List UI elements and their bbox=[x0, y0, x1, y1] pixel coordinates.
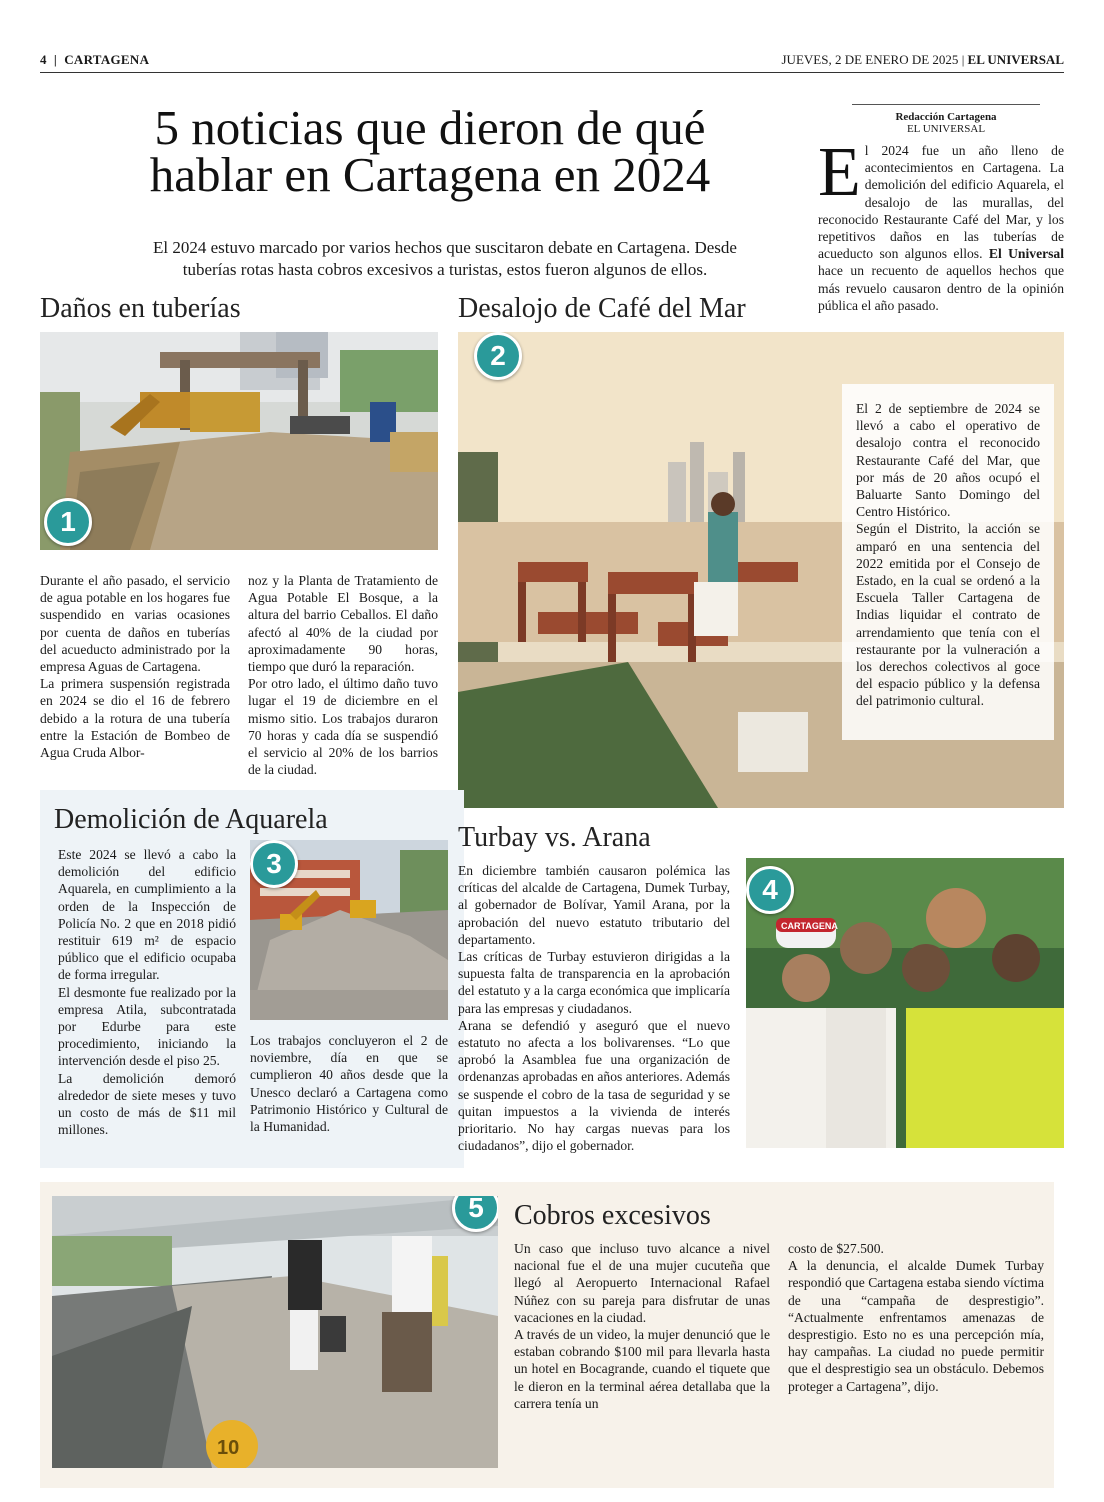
page-number: 4 bbox=[40, 52, 47, 67]
photo-aquarela-demolition bbox=[250, 840, 448, 1020]
pipeline-scene bbox=[40, 332, 438, 550]
issue-date: JUEVES, 2 DE ENERO DE 2025 bbox=[781, 52, 959, 67]
airport-scene bbox=[52, 1196, 498, 1468]
page-section-label: 4 | CARTAGENA bbox=[40, 52, 150, 67]
badge-3: 3 bbox=[250, 840, 298, 888]
byline-outlet: EL UNIVERSAL bbox=[906, 123, 986, 135]
cap-label: CARTAGENA bbox=[781, 921, 838, 931]
cafe-del-mar-text-box: El 2 de septiembre de 2024 se llevó a cabo el operativo de desalojo contra el reconocido Restaurante Café del Mar, que por más de 20 años ocupó el Baluarte Santo Domingo del Centro Histórico. Según el Distrito, la acción se amparó en una sentencia del 2022 emitida por el Consejo de Estado, en la cual se ordenó a la Escuela Taller Cartagena de Indias liquidar el contrato de arrendamiento que tenía con el restaurante por la vulneración a los derechos colectivos al goce del espacio público y la defensa del patrimonio cultural. bbox=[842, 384, 1054, 740]
byline-author: Redacción Cartagena bbox=[895, 111, 997, 123]
page-dateline: JUEVES, 2 DE ENERO DE 2025 | EL UNIVERSAL bbox=[781, 52, 1064, 67]
cobros-col2: costo de $27.500. A la denuncia, el alcalde Dumek Turbay respondió que Cartagena estaba siendo víctima de una “campaña de desprestigio”. “Actualmente enfrentamos amenazas de desprestigio. Esto no es una percepción mía, hay campañas. La ciudad no puede permitir que el desprestigio sea un obstáculo. Debemos proteger a Cartagena”, dijo. bbox=[788, 1241, 1044, 1394]
badge-1: 1 bbox=[44, 498, 92, 546]
photo-pipeline-works bbox=[40, 332, 438, 550]
intro-bold: El Universal bbox=[988, 246, 1064, 262]
officials-scene bbox=[746, 858, 1064, 1148]
turbay-text: En diciembre también causaron polémica las críticas del alcalde de Cartagena, Dumek Turbay, al gobernador de Bolívar, Yamil Arana, por la aprobación del nuevo estatuto tributario del departamento. Las críticas de Turbay estuvieron dirigidas a la supuesta falta de transparencia en la aprobación del estatuto y a la carga económica que implicaría para las empresas y ciudadanos. Arana se defendió y aseguró que el nuevo estatuto no afecta a los bolivarenses. “Lo que aprobó la Asamblea fue una organización de ordenanzas aprobadas en años anteriores. Además se suspende el cobro de la tasa de seguridad y se quitan impuestos a la vivienda de interés prioritario. No hay cargas nuevas para los ciudadanos”, dijo el gobernador. bbox=[458, 863, 730, 1154]
newspaper-name: EL UNIVERSAL bbox=[967, 52, 1064, 67]
article-deck: El 2024 estuvo marcado por varios hechos que suscitaron debate en Cartagena. Desde tuberías rotas hasta cobros excesivos a turistas, estos fueron algunos de ellos. bbox=[153, 238, 737, 279]
byline-rule bbox=[852, 104, 1040, 105]
byline bbox=[852, 111, 1040, 135]
tuberias-col2: noz y la Planta de Tratamiento de Agua Potable El Bosque, a la altura del barrio Ceballos. El daño afectó al 40% de la ciudad por aproximadamente 90 horas, tiempo que duró la reparación. Por otro lado, el último daño tuvo lugar el 19 de diciembre en el mismo sitio. Los trabajos duraron 70 horas y cada día se suspendió el servicio al 20% de los barrios de la ciudad. bbox=[248, 573, 438, 778]
badge-4: 4 bbox=[746, 866, 794, 914]
section-heading-cobros: Cobros excesivos bbox=[514, 1200, 711, 1231]
section-heading-cafe-del-mar: Desalojo de Café del Mar bbox=[458, 293, 746, 324]
badge-2: 2 bbox=[474, 332, 522, 380]
drop-cap: E bbox=[818, 134, 861, 211]
tuberias-col1: Durante el año pasado, el servicio de agua potable en los hogares fue suspendido en varias ocasiones por cuenta de daños en tuberías del acueducto administrado por la empresa Aguas de Cartagena. La primera suspensión registrada en 2024 se dio el 16 de febrero debido a la rotura de una tubería entre la Estación de Bombeo de Agua Cruda Albor- bbox=[40, 573, 230, 761]
header-rule bbox=[40, 72, 1064, 73]
section-name: CARTAGENA bbox=[64, 52, 150, 67]
aquarela-col1: Este 2024 se llevó a cabo la demolición del edificio Aquarela, en cumplimiento a la orden de la Inspección de Policía No. 2 que en 2018 pidió restituir 619 m² de espacio público que el edificio ocupaba de forma irregular. El desmonte fue realizado por la empresa Atila, subcontratada por Edurbe para este procedimiento, iniciando la intervención desde el piso 25. La demolición demoró alrededor de siete meses y tuvo un costo de más de $11 mil millones. bbox=[58, 847, 236, 1138]
photo-turbay-arana bbox=[746, 858, 1064, 1148]
section-heading-tuberias: Daños en tuberías bbox=[40, 293, 241, 324]
article-title: 5 noticias que dieron de qué hablar en Cartagena en 2024 bbox=[149, 100, 711, 202]
floor-sign-number: 10 bbox=[217, 1437, 240, 1459]
section-heading-aquarela: Demolición de Aquarela bbox=[54, 804, 328, 835]
section-heading-turbay-arana: Turbay vs. Arana bbox=[458, 822, 651, 853]
photo-airport-walkway bbox=[52, 1196, 498, 1468]
aquarela-col2: Los trabajos concluyeron el 2 de noviembre, día en que se cumplieron 40 años desde que la Unesco declaró a Cartagena como Patrimonio Histórico y Cultural de la Humanidad. bbox=[250, 1033, 448, 1135]
badge-5: 5 bbox=[452, 1196, 498, 1232]
cobros-col1: Un caso que incluso tuvo alcance a nivel nacional fue el de una mujer cucuteña que llegó al Aeropuerto Internacional Rafael Núñez con su pareja para disfrutar de unas vacaciones en la ciudad. A través de un video, la mujer denunció que le estaban cobrando $100 mil para llevarla hasta un hotel en Bocagrande, cuando el tiquete que le dieron en la terminal aérea detallaba que la carrera tenía un bbox=[514, 1241, 770, 1411]
article-intro: El 2024 fue un año lleno de acontecimientos en Cartagena. La demolición del edificio Aquarela, el desalojo de las murallas, del reconocido Restaurante Café del Mar, y los repetitivos daños en las tuberías de acueducto son algunos ellos. El Universal hace un recuento de aquellos hechos que más revuelo causaron dentro de la opinión pública el año pasado. bbox=[818, 134, 1064, 313]
